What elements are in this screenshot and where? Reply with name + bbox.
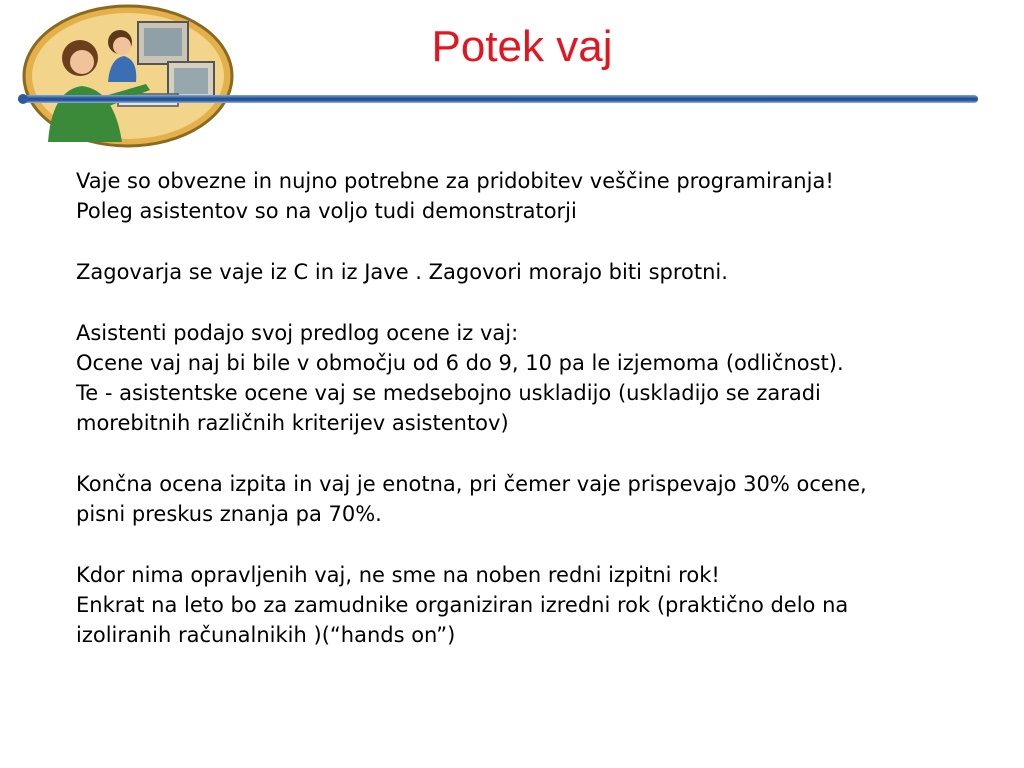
body-line: Ocene vaj naj bi bile v območju od 6 do 9, 10 pa le izjemoma (odličnost).: [76, 351, 844, 375]
slide-body: [76, 166, 976, 650]
body-line: Asistenti podajo svoj predlog ocene iz vaj:: [76, 321, 519, 345]
body-line: Vaje so obvezne in nujno potrebne za pridobitev veščine programiranja!: [76, 169, 834, 193]
slide-title: Potek vaj: [431, 22, 613, 71]
body-line: Zagovarja se vaje iz C in iz Jave . Zagovori morajo biti sprotni.: [76, 260, 728, 284]
body-line: Poleg asistentov so na voljo tudi demonstratorji: [76, 199, 577, 223]
body-line: pisni preskus znanja pa 70%.: [76, 502, 382, 526]
body-line: izoliranih računalnikih )(“hands on”): [76, 623, 456, 647]
body-line: Te - asistentske ocene vaj se medsebojno uskladijo (uskladijo se zaradi: [76, 381, 821, 405]
body-line: Enkrat na leto bo za zamudnike organiziran izredni rok (praktično delo na: [76, 593, 849, 617]
title-divider: [18, 95, 978, 103]
divider-end-dot: [18, 94, 28, 104]
body-line: morebitnih različnih kriterijev asistentov): [76, 411, 509, 435]
body-line: Kdor nima opravljenih vaj, ne sme na noben redni izpitni rok!: [76, 563, 720, 587]
body-line: Končna ocena izpita in vaj je enotna, pri čemer vaje prispevajo 30% ocene,: [76, 472, 867, 496]
